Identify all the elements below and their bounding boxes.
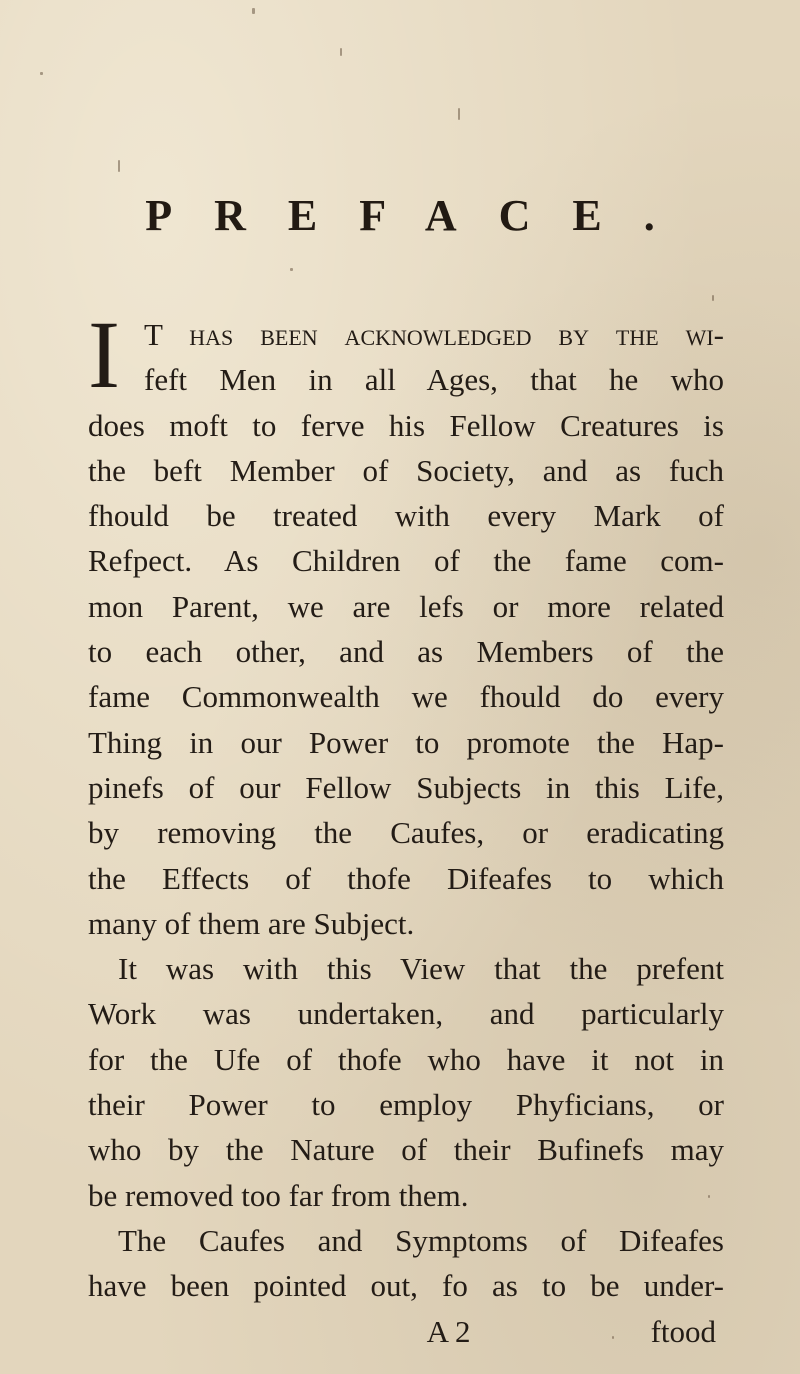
text-line: for the Ufe of thofe who have it not in [88, 1041, 724, 1077]
text-line: who by the Nature of their Bufinefs may [88, 1132, 724, 1168]
paper-speck [458, 108, 460, 120]
line-text: T has been acknowledged by the wi- [144, 317, 724, 352]
page-footer [88, 1309, 724, 1354]
paper-speck [290, 268, 293, 271]
page-title: PREFACE. [145, 191, 697, 240]
drop-capital: I [88, 301, 120, 408]
text-line: The Caufes and Symptoms of Difeafes [118, 1222, 724, 1258]
text-line: It was with this View that the prefent [118, 951, 724, 987]
paper-speck [40, 72, 43, 75]
text-line: Work was undertaken, and particularly [88, 996, 724, 1032]
text-line: many of them are Subject. [88, 905, 415, 941]
text-line: be removed too far from them. [88, 1177, 469, 1213]
text-line: mon Parent, we are lefs or more related [88, 588, 724, 624]
text-line: the beft Member of Society, and as fuch [88, 452, 724, 488]
paper-speck [340, 48, 342, 56]
text-line: the Effects of thofe Difeafes to which [88, 860, 724, 896]
text-line: fhould be treated with every Mark of [88, 498, 724, 534]
text-line: by removing the Caufes, or eradicating [88, 815, 724, 851]
signature-mark: A 2 [426, 1313, 471, 1349]
line-text: feft Men in all Ages, that he who [144, 362, 724, 398]
text-line: pinefs of our Fellow Subjects in this Life, [88, 769, 724, 805]
text-line: have been pointed out, fo as to be under- [88, 1268, 724, 1304]
paper-speck [252, 8, 255, 14]
preface-body [88, 301, 724, 1354]
text-line: Refpect. As Children of the fame com- [88, 543, 724, 579]
text-line: fame Commonwealth we fhould do every [88, 679, 724, 715]
text-line: to each other, and as Members of the [88, 634, 724, 670]
catchword: ftood [650, 1313, 716, 1349]
text-line: does moft to ferve his Fellow Creatures is [88, 407, 724, 443]
text-line [88, 357, 724, 402]
paper-speck [712, 295, 714, 301]
paper-speck [118, 160, 120, 172]
text-line: Thing in our Power to promote the Hap- [88, 724, 724, 760]
text-line: their Power to employ Phyficians, or [88, 1087, 724, 1123]
